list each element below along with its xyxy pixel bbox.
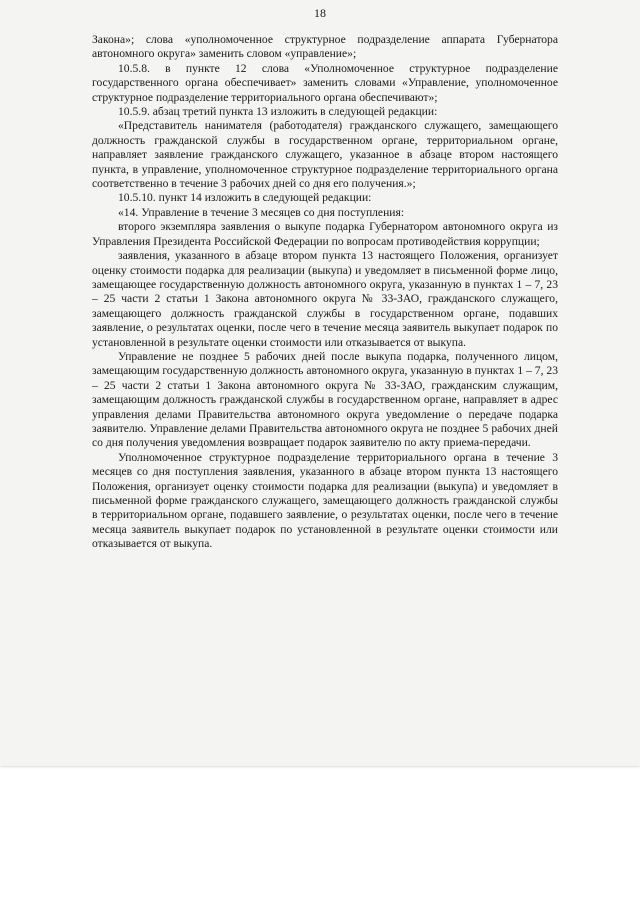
paragraph: Управление не позднее 5 рабочих дней после выкупа подарка, полученного лицом, замещающим государственную должность автономного округа, указанную в пунктах 1 – 7, 23 – 25 части 2 статьи 1 Закона автономного округа № 33-ЗАО, гражданским служащим, замещающим должность гражданской службы в государственном органе, направляет в адрес управления делами Правительства автономного округа уведомление о передаче подарка заявителю. Управление делами Правительства автономного округа не позднее 5 рабочих дней со дня получения уведомления возвращает подарок заявителю по акту приема-передачи. (92, 349, 558, 450)
page-number: 18 (314, 6, 326, 20)
paragraph: второго экземпляра заявления о выкупе подарка Губернатором автономного округа из Управления Президента Российской Федерации по вопросам противодействия коррупции; (92, 220, 558, 248)
paragraph: 10.5.8. в пункте 12 слова «Уполномоченное структурное подразделение государственного органа обеспечивает» заменить словами «Управление, уполномоченное структурное подразделение территориального органа обеспечивают»; (92, 61, 558, 104)
document-body (92, 33, 558, 552)
paragraph: 10.5.10. пункт 14 изложить в следующей редакции: (118, 191, 372, 205)
paragraph: 10.5.9. абзац третий пункта 13 изложить в следующей редакции: (118, 105, 438, 119)
paragraph: Уполномоченное структурное подразделение территориального органа в течение 3 месяцев со дня поступления заявления, указанного в абзаце втором пункта 13 настоящего Положения, организует оценку стоимости подарка для реализации (выкупа) и уведомляет в письменной форме гражданского служащего, замещающего должность гражданской службы в территориальном органе, подавшего заявление, о результатах оценки, после чего в течение месяца заявитель выкупает подарок по установленной в результате оценки стоимости или отказывается от выкупа. (92, 450, 558, 551)
paragraph: «14. Управление в течение 3 месяцев со дня поступления: (118, 205, 405, 219)
paragraph: заявления, указанного в абзаце втором пункта 13 настоящего Положения, организует оценку стоимости подарка для реализации (выкупа) и уведомляет в письменной форме лицо, замещающее государственную должность автономного округа, указанную в пунктах 1 – 7, 23 – 25 части 2 статьи 1 Закона автономного округа № 33-ЗАО, гражданского служащего, замещающего должность гражданской службы в государственном органе, подавших заявление, о результатах оценки, после чего в течение месяца заявитель выкупает подарок по установленной в результате оценки стоимости или отказывается от выкупа. (92, 249, 558, 349)
paragraph: «Представитель нанимателя (работодателя) гражданского служащего, замещающего должность гражданской службы в государственном органе, территориальном органе, направляет заявление гражданского служащего, указанное в абзаце втором настоящего пункта, в управление, уполномоченное структурное подразделение территориального органа соответственно в течение 3 рабочих дней со дня его получения.»; (92, 119, 558, 191)
paragraph: Закона»; слова «уполномоченное структурное подразделение аппарата Губернатора автономного округа» заменить словом «управление»; (92, 33, 558, 61)
